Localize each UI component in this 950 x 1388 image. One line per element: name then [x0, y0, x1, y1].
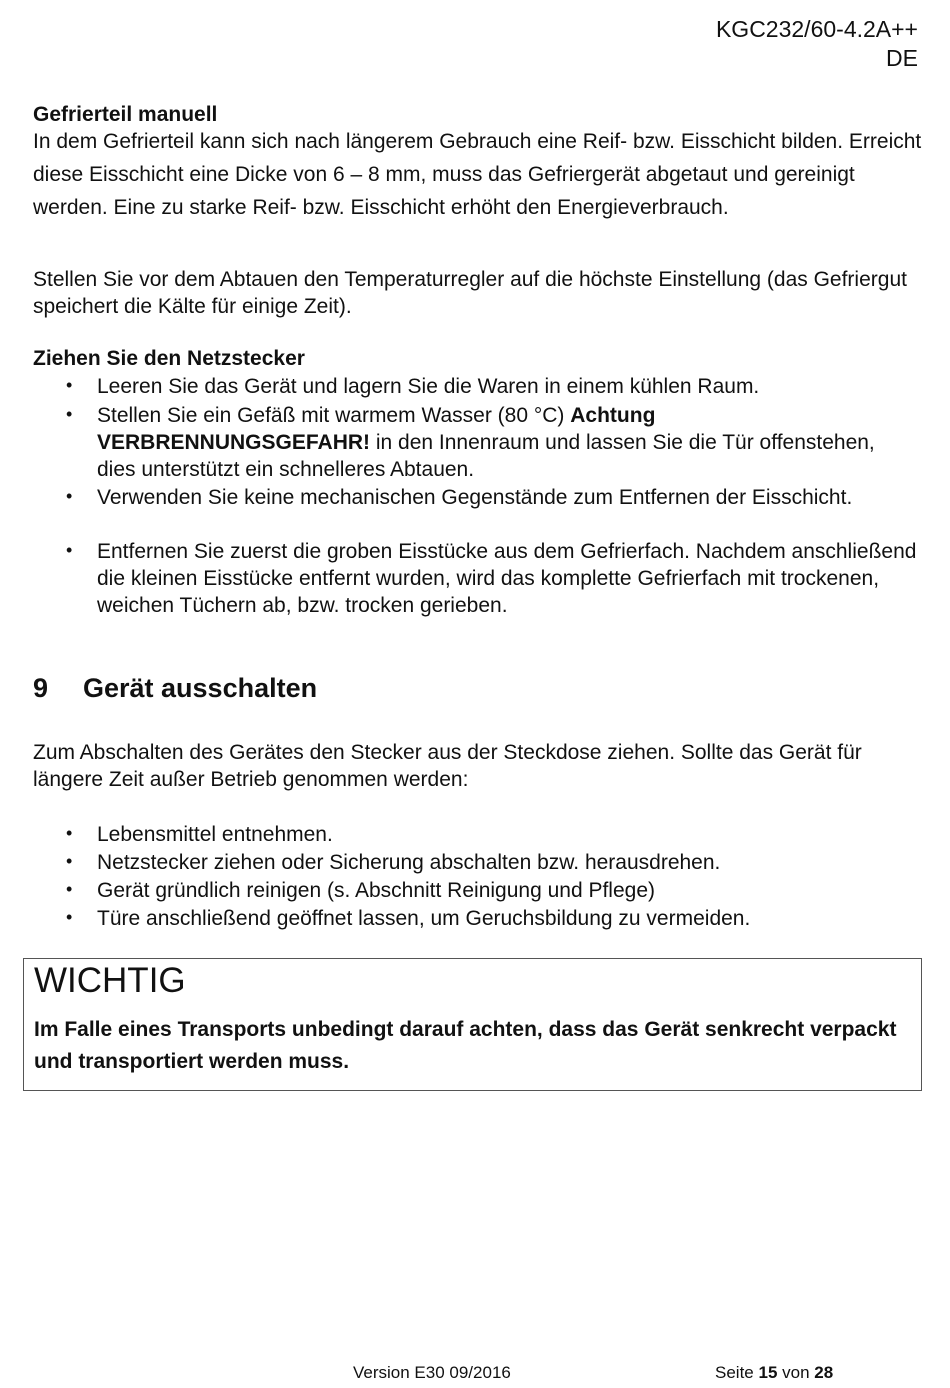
- bullet: •: [66, 851, 73, 871]
- bullet: •: [66, 375, 73, 395]
- page-of-label: von: [777, 1363, 815, 1382]
- model-number: KGC232/60-4.2A++: [715, 16, 918, 42]
- burn-warning: Achtung VERBRENNUNGSGEFAHR!: [97, 404, 656, 454]
- footer-version: Version E30 09/2016: [353, 1363, 511, 1382]
- bullet: •: [66, 404, 73, 424]
- section-heading-9: [33, 673, 633, 709]
- warm-water-text: Stellen Sie ein Gefäß mit warmem Wasser (80 °C): [97, 404, 571, 427]
- paragraph-temperature-setting: Stellen Sie vor dem Abtauen den Temperaturregler auf die höchste Einstellung (das Gefriergut speichert die Kälte für einige Zeit).: [33, 268, 907, 318]
- section-number: 9: [33, 673, 49, 703]
- list-item-text: Lebensmittel entnehmen.: [97, 823, 333, 846]
- list-item-text: Gerät gründlich reinigen (s. Abschnitt Reinigung und Pflege): [97, 879, 655, 902]
- list-item-text: Netzstecker ziehen oder Sicherung abschalten bzw. herausdrehen.: [97, 851, 721, 874]
- list-item-text: Leeren Sie das Gerät und lagern Sie die Waren in einem kühlen Raum.: [97, 375, 760, 398]
- important-title: WICHTIG: [34, 961, 186, 1000]
- paragraph-switch-off: Zum Abschalten des Gerätes den Stecker aus der Steckdose ziehen. Sollte das Gerät für längere Zeit außer Betrieb genommen werden:: [33, 741, 862, 791]
- bullet: •: [66, 823, 73, 843]
- bullet: •: [66, 540, 73, 560]
- section-title-manual-freezer: Gefrierteil manuell: [33, 103, 218, 126]
- section-title: Gerät ausschalten: [83, 673, 318, 703]
- language-code: DE: [886, 45, 918, 71]
- door-open-text: in den Innenraum und lassen Sie die Tür offenstehen, dies unterstützt ein schnelleres Abtauen.: [97, 431, 875, 481]
- bullet: •: [66, 486, 73, 506]
- transport-warning: Im Falle eines Transports unbedingt darauf achten, dass das Gerät senkrecht verpackt und transportiert werden muss.: [34, 1018, 897, 1073]
- paragraph-ice-layer: In dem Gefrierteil kann sich nach längerem Gebrauch eine Reif- bzw. Eisschicht bilden. Erreicht diese Eisschicht eine Dicke von 6 – 8 mm, muss das Gefriergerät abgetaut und gereinigt werden. Eine zu starke Reif- bzw. Eisschicht erhöht den Energieverbrauch.: [33, 130, 922, 219]
- document-header: [716, 15, 918, 73]
- list-item-text: [97, 402, 917, 483]
- defrost-heading: Ziehen Sie den Netzstecker: [33, 347, 305, 370]
- bullet: •: [66, 907, 73, 927]
- bullet: •: [66, 879, 73, 899]
- footer-page-number: [715, 1363, 833, 1383]
- list-item-text: Verwenden Sie keine mechanischen Gegenstände zum Entfernen der Eisschicht.: [97, 486, 853, 509]
- total-pages: 28: [814, 1363, 834, 1382]
- important-notice-box: [23, 958, 922, 1091]
- list-item-text: Entfernen Sie zuerst die groben Eisstücke aus dem Gefrierfach. Nachdem anschließend die kleinen Eisstücke entfernt wurden, wird das komplette Gefrierfach mit trockenen, weichen Tüchern ab, bzw. trocken gerieben.: [97, 540, 917, 617]
- list-item-text: Türe anschließend geöffnet lassen, um Geruchsbildung zu vermeiden.: [97, 907, 751, 930]
- current-page: 15: [758, 1363, 778, 1382]
- page-label: Seite: [715, 1363, 759, 1382]
